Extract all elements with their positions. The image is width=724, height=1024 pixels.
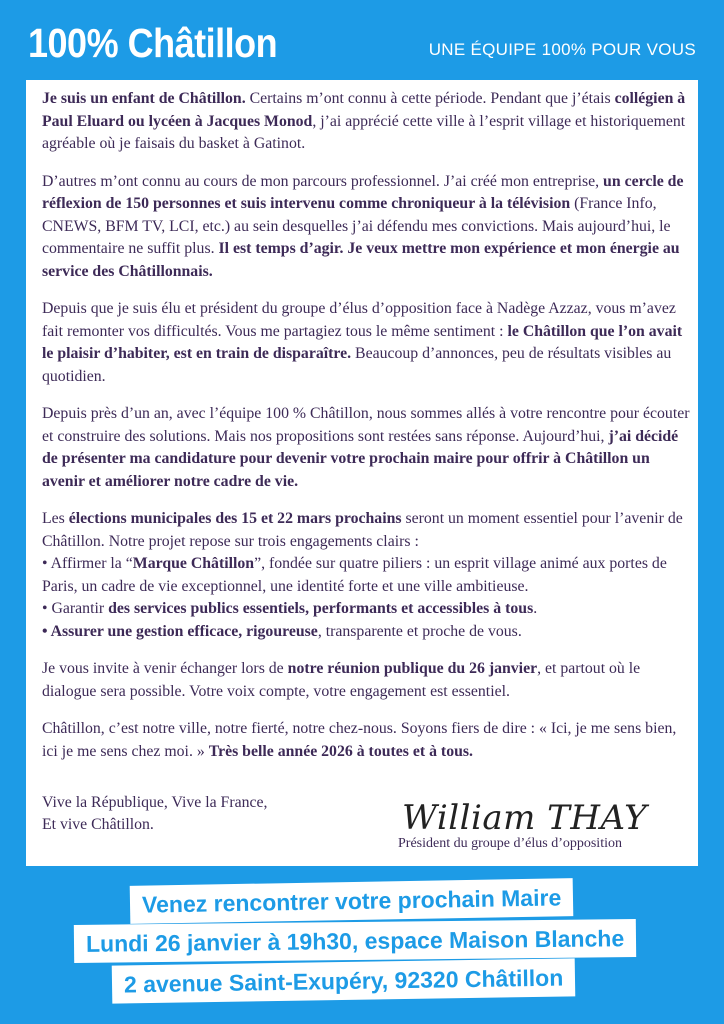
p2-bold-1: un cercle de réflexion de 150 personnes et suis intervenu comme chroniqueur à la télévision	[42, 172, 684, 212]
p6-text-1: Je vous invite à venir échanger lors de	[42, 660, 288, 677]
bullet-3-bold: • Assurer une gestion efficace, rigoureuse	[42, 622, 318, 640]
p4-text-1: Depuis près d’un an, avec l’équipe 100 % Châtillon, nous sommes allés à votre rencontre pour écouter et construire des solutions. Mais nos propositions sont restées sans réponse. Aujourd’hui,	[42, 405, 690, 445]
p7-text-1: Châtillon, c’est notre ville, notre fierté, notre chez-nous. Soyons fiers de dire : « Ici, je me sens bien, ici je me sens chez moi. »	[42, 720, 677, 760]
letter-panel	[26, 80, 698, 866]
bullet-1-post: ”, fondée sur quatre piliers : un esprit village animé aux portes de Paris, un cadre de vie exceptionnel, une identité forte et une ville ambitieuse.	[42, 555, 667, 595]
p6-text-2: , et partout où le dialogue sera possible. Votre voix compte, votre engagement est essentiel.	[42, 660, 641, 700]
paragraph-1	[42, 88, 690, 156]
p2-text-2: (France Info, CNEWS, BFM TV, LCI, etc.) au sein desquelles j’ai défendu mes convictions. Mais aujourd’hui, le commentaire ne suffit plus.	[42, 195, 671, 257]
p1-text-1: Certains m’ont connu à cette période. Pendant que j’étais	[245, 90, 615, 107]
p2-bold-2: Il est temps d’agir. Je veux mettre mon expérience et mon énergie au service des Châtillonnais.	[42, 240, 680, 280]
bullet-2-bold: des services publics essentiels, performants et accessibles à tous	[108, 600, 534, 617]
header	[0, 0, 724, 80]
paragraph-7	[42, 718, 690, 763]
closing-line-1: Vive la République, Vive la France,	[42, 794, 268, 811]
signature: William THAY	[402, 798, 648, 838]
paragraph-2	[42, 171, 690, 284]
p4-bold-1: j’ai décidé de présenter ma candidature pour devenir votre prochain maire pour offrir à Châtillon un avenir et améliorer notre cadre de vie.	[42, 427, 679, 490]
p5-text-1: Les	[42, 510, 69, 527]
bullet-3-post: , transparente et proche de vous.	[317, 622, 522, 640]
closing-line-2: Et vive Châtillon.	[42, 816, 154, 833]
banner-line-2: Lundi 26 janvier à 19h30, espace Maison Blanche	[74, 919, 637, 963]
bullet-2-pre: • Garantir	[42, 600, 109, 617]
paragraph-5	[42, 508, 690, 643]
banner-line-1: Venez rencontrer votre prochain Maire	[130, 878, 574, 924]
p6-bold-1: notre réunion publique du 26 janvier	[287, 660, 538, 677]
brand-title: 100% Châtillon	[28, 20, 278, 66]
p1-bold-2: collégien à Paul Eluard ou lycéen à Jacques Monod	[42, 90, 686, 130]
paragraph-4	[42, 403, 690, 493]
p3-text-2: Beaucoup d’annonces, peu de résultats visibles au quotidien.	[42, 345, 672, 385]
closing-lines	[42, 792, 267, 836]
bullet-2-post: .	[533, 600, 538, 617]
bullet-1-bold: Marque Châtillon	[132, 555, 255, 572]
p2-text-1: D’autres m’ont connu au cours de mon parcours professionnel. J’ai créé mon entreprise,	[42, 172, 604, 190]
banner-line-3: 2 avenue Saint-Exupéry, 92320 Châtillon	[112, 958, 576, 1003]
bullet-1-pre: • Affirmer la “	[42, 555, 133, 572]
p3-text-1: Depuis que je suis élu et président du groupe d’élus d’opposition face à Nadège Azzaz, vous m’avez fait remonter vos difficultés. Vous me partagiez tous le même sentiment :	[42, 300, 676, 340]
p5-text-2: seront un moment essentiel pour l’avenir de Châtillon. Notre projet repose sur trois engagements clairs :	[42, 510, 683, 550]
tagline: UNE ÉQUIPE 100% POUR VOUS	[428, 40, 696, 59]
p3-bold-1: le Châtillon que l’on avait le plaisir d’habiter, est en train de disparaître.	[42, 322, 683, 362]
paragraph-3	[42, 298, 690, 388]
p1-bold-1: Je suis un enfant de Châtillon.	[42, 90, 246, 107]
p7-bold-1: Très belle année 2026 à toutes et à tous.	[208, 742, 473, 760]
paragraph-6	[42, 658, 690, 703]
signature-title: Président du groupe d’élus d’opposition	[398, 836, 622, 851]
p1-text-2: , j’ai apprécié cette ville à l’esprit village et historiquement agréable où je faisais du basket à Gatinot.	[42, 112, 686, 152]
letter-body	[42, 88, 690, 778]
p5-bold-1: élections municipales des 15 et 22 mars prochains	[68, 510, 402, 527]
